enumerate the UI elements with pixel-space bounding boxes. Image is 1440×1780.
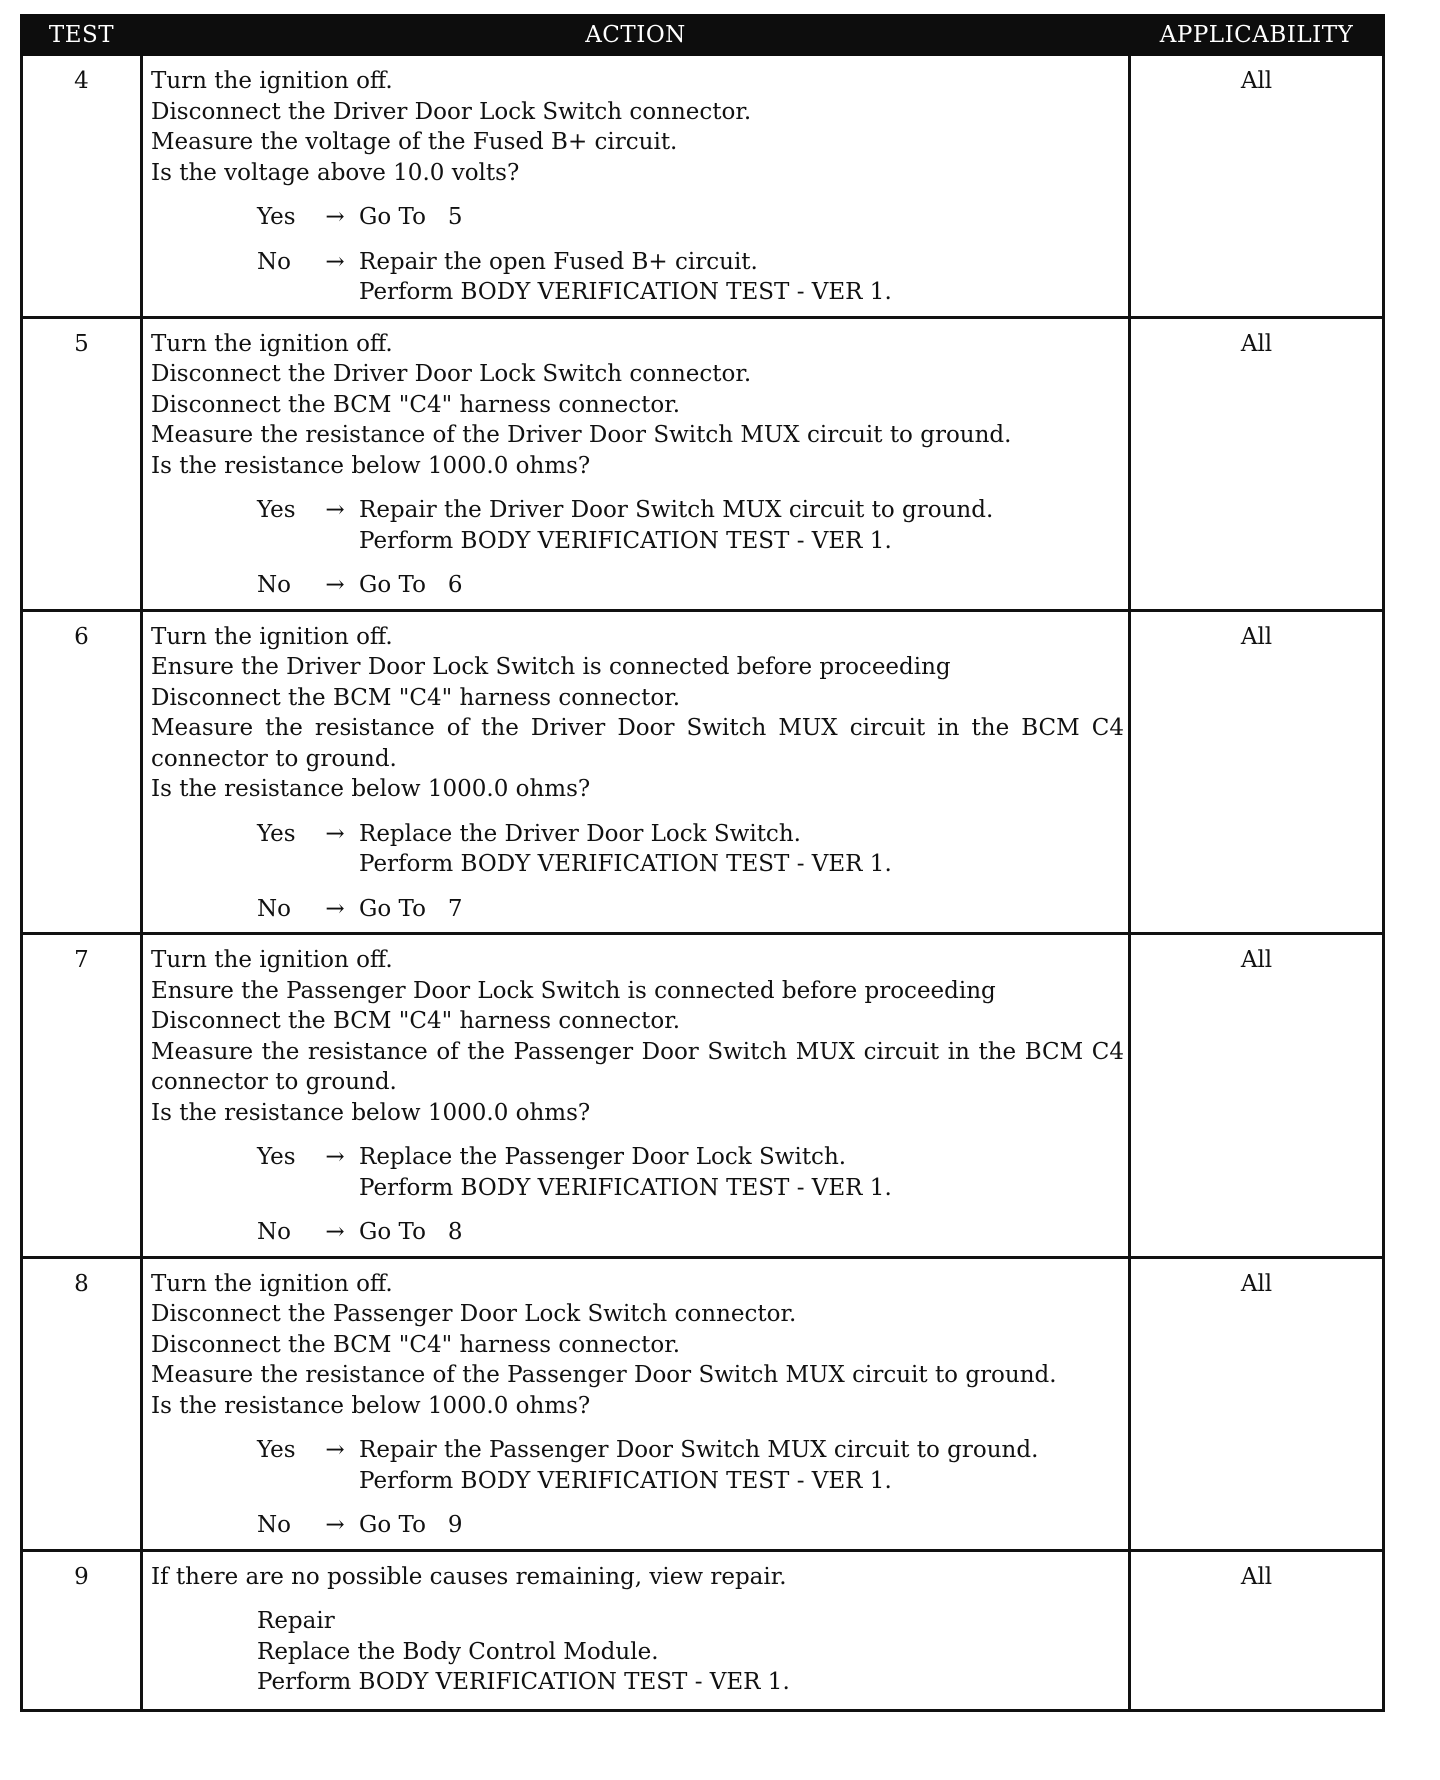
applicability-cell: All bbox=[1130, 1550, 1384, 1710]
outcome-result bbox=[359, 1510, 1124, 1541]
outcome-no bbox=[151, 894, 1124, 925]
action-step: Turn the ignition off. bbox=[151, 947, 393, 973]
action-step: Turn the ignition off. bbox=[151, 330, 393, 357]
outcome-line: Perform BODY VERIFICATION TEST - VER 1. bbox=[359, 851, 892, 877]
header-action: ACTION bbox=[142, 16, 1130, 55]
outcome-line: Go To 6 bbox=[359, 572, 463, 598]
outcome-answer: Yes bbox=[257, 820, 296, 847]
table-row bbox=[22, 934, 1384, 1258]
header-test: TEST bbox=[22, 16, 142, 55]
action-cell bbox=[142, 1257, 1130, 1550]
arrow-right-icon: → bbox=[325, 820, 345, 847]
outcome-answer: Yes bbox=[257, 1144, 296, 1170]
action-step: If there are no possible causes remaining, view repair. bbox=[151, 1563, 787, 1590]
repair-block bbox=[151, 1637, 1124, 1698]
arrow-right-icon: → bbox=[325, 1437, 345, 1463]
test-number: 7 bbox=[22, 934, 142, 1258]
action-step: Disconnect the BCM "C4" harness connector. bbox=[151, 391, 681, 418]
outcome-no bbox=[151, 1217, 1124, 1248]
arrow-right-icon: → bbox=[325, 248, 345, 275]
action-step: Disconnect the BCM "C4" harness connector. bbox=[151, 1331, 681, 1358]
outcome-yes bbox=[151, 1435, 1124, 1496]
outcome-result bbox=[359, 819, 1124, 880]
table-row bbox=[22, 317, 1384, 610]
action-step: Is the voltage above 10.0 volts? bbox=[151, 159, 520, 186]
action-cell bbox=[142, 1550, 1130, 1710]
test-number: 9 bbox=[22, 1550, 142, 1710]
test-number: 5 bbox=[22, 317, 142, 610]
outcome-line: Go To 7 bbox=[359, 895, 463, 922]
outcome-line: Repair the open Fused B+ circuit. bbox=[359, 248, 758, 275]
table-header bbox=[22, 16, 1384, 55]
outcome-answer: Yes bbox=[257, 204, 296, 230]
action-step: Measure the resistance of the Passenger Door Switch MUX circuit to ground. bbox=[151, 1362, 1057, 1388]
outcome-result bbox=[359, 202, 1124, 233]
outcome-yes bbox=[151, 202, 1124, 233]
arrow-right-icon: → bbox=[325, 1219, 345, 1245]
action-step: Turn the ignition off. bbox=[151, 623, 393, 650]
table-row bbox=[22, 1550, 1384, 1710]
action-step: Disconnect the Driver Door Lock Switch connector. bbox=[151, 361, 752, 387]
diagnostic-test-table bbox=[20, 14, 1385, 1712]
test-number: 8 bbox=[22, 1257, 142, 1550]
outcome-yes bbox=[151, 495, 1124, 556]
action-step: Is the resistance below 1000.0 ohms? bbox=[151, 1099, 591, 1126]
action-step: Measure the voltage of the Fused B+ circuit. bbox=[151, 129, 678, 155]
test-number: 6 bbox=[22, 610, 142, 934]
outcome-result bbox=[359, 1435, 1124, 1496]
action-step: Measure the resistance of the Passenger Door Switch MUX circuit in the BCM C4 connector to ground. bbox=[151, 1038, 1124, 1095]
action-cell bbox=[142, 317, 1130, 610]
action-step: Measure the resistance of the Driver Door Switch MUX circuit to ground. bbox=[151, 422, 1012, 448]
applicability-cell: All bbox=[1130, 934, 1384, 1258]
outcome-line: Go To 8 bbox=[359, 1219, 463, 1245]
outcome-answer: Yes bbox=[257, 497, 296, 523]
arrow-right-icon: → bbox=[325, 572, 345, 598]
outcome-line: Replace the Passenger Door Lock Switch. bbox=[359, 1144, 847, 1170]
outcome-line: Perform BODY VERIFICATION TEST - VER 1. bbox=[359, 279, 892, 305]
action-step: Ensure the Driver Door Lock Switch is connected before proceeding bbox=[151, 654, 951, 680]
table-row bbox=[22, 1257, 1384, 1550]
test-number: 4 bbox=[22, 55, 142, 318]
action-step: Disconnect the BCM "C4" harness connector. bbox=[151, 684, 681, 711]
outcome-line: Go To 5 bbox=[359, 204, 463, 230]
outcome-result bbox=[359, 1142, 1124, 1203]
header-applicability: APPLICABILITY bbox=[1130, 16, 1384, 55]
applicability-cell: All bbox=[1130, 1257, 1384, 1550]
outcome-line: Perform BODY VERIFICATION TEST - VER 1. bbox=[359, 1174, 892, 1201]
action-step: Disconnect the BCM "C4" harness connector. bbox=[151, 1008, 681, 1034]
outcome-answer: Yes bbox=[257, 1437, 296, 1463]
outcome-result bbox=[359, 495, 1124, 556]
applicability-cell: All bbox=[1130, 55, 1384, 318]
outcome-no bbox=[151, 1510, 1124, 1541]
outcome-result bbox=[359, 570, 1124, 601]
outcome-answer: No bbox=[257, 248, 291, 275]
outcome-result bbox=[359, 247, 1124, 308]
outcome-no bbox=[151, 570, 1124, 601]
action-cell bbox=[142, 55, 1130, 318]
arrow-right-icon: → bbox=[325, 204, 345, 230]
arrow-right-icon: → bbox=[325, 497, 345, 523]
action-cell bbox=[142, 934, 1130, 1258]
action-step: Is the resistance below 1000.0 ohms? bbox=[151, 452, 591, 479]
outcome-no bbox=[151, 247, 1124, 308]
outcome-line: Replace the Driver Door Lock Switch. bbox=[359, 820, 801, 847]
table-row bbox=[22, 55, 1384, 318]
action-step: Measure the resistance of the Driver Door Switch MUX circuit in the BCM C4 connector to ground. bbox=[151, 715, 1124, 772]
outcome-answer: No bbox=[257, 895, 291, 922]
outcome-answer: No bbox=[257, 1512, 291, 1538]
action-step: Disconnect the Passenger Door Lock Switch connector. bbox=[151, 1301, 797, 1327]
table-body bbox=[22, 55, 1384, 1711]
action-step: Turn the ignition off. bbox=[151, 1270, 393, 1297]
action-step: Turn the ignition off. bbox=[151, 68, 393, 94]
arrow-right-icon: → bbox=[325, 1144, 345, 1170]
outcome-line: Perform BODY VERIFICATION TEST - VER 1. bbox=[359, 1467, 892, 1494]
action-cell bbox=[142, 610, 1130, 934]
action-step: Disconnect the Driver Door Lock Switch connector. bbox=[151, 98, 752, 125]
outcome-answer: No bbox=[257, 1219, 291, 1245]
arrow-right-icon: → bbox=[325, 895, 345, 922]
action-step: Ensure the Passenger Door Lock Switch is connected before proceeding bbox=[151, 977, 996, 1004]
applicability-cell: All bbox=[1130, 610, 1384, 934]
outcome-result bbox=[359, 894, 1124, 925]
action-step: Is the resistance below 1000.0 ohms? bbox=[151, 776, 591, 802]
outcome-yes bbox=[151, 819, 1124, 880]
action-step: Is the resistance below 1000.0 ohms? bbox=[151, 1392, 591, 1419]
repair-line: Perform BODY VERIFICATION TEST - VER 1. bbox=[257, 1669, 790, 1695]
applicability-cell: All bbox=[1130, 317, 1384, 610]
outcome-line: Perform BODY VERIFICATION TEST - VER 1. bbox=[359, 527, 892, 554]
outcome-line: Go To 9 bbox=[359, 1512, 463, 1538]
outcome-line: Repair the Driver Door Switch MUX circuit to ground. bbox=[359, 497, 994, 523]
outcome-yes bbox=[151, 1142, 1124, 1203]
table-row bbox=[22, 610, 1384, 934]
repair-line: Replace the Body Control Module. bbox=[257, 1638, 659, 1665]
repair-label: Repair bbox=[257, 1608, 335, 1634]
outcome-answer: No bbox=[257, 572, 291, 598]
outcome-result bbox=[359, 1217, 1124, 1248]
arrow-right-icon: → bbox=[325, 1512, 345, 1538]
outcome-line: Repair the Passenger Door Switch MUX circuit to ground. bbox=[359, 1437, 1039, 1463]
